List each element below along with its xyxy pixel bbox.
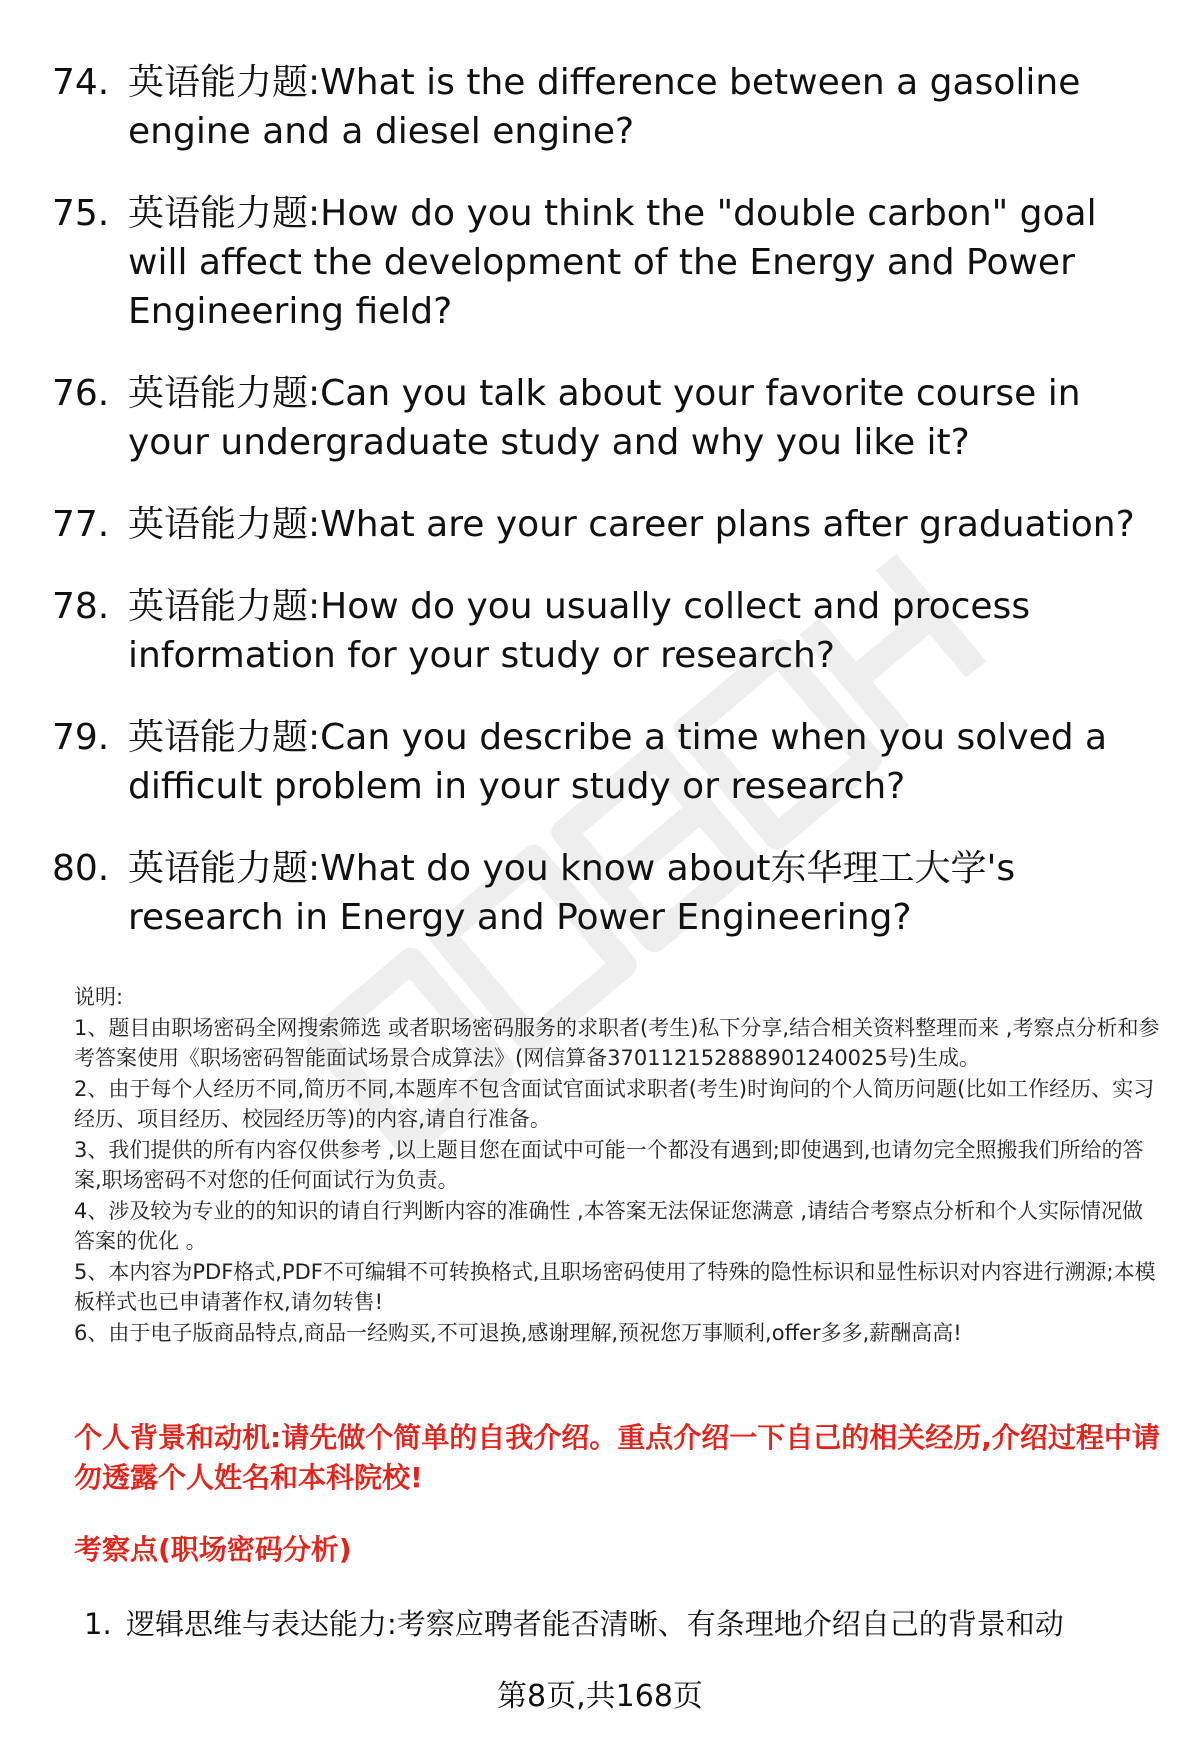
note-item-3: 3、我们提供的所有内容仅供参考 ,以上题目您在面试中可能一个都没有遇到;即使遇到,也请勿完全照搬我们所给的答案,职场密码不对您的任何面试行为负责。	[74, 1137, 1144, 1192]
analysis-point	[84, 1604, 1164, 1644]
question-list	[52, 58, 1162, 975]
page-footer: 第8页,共168页	[497, 1679, 703, 1714]
analysis-subheading: 考察点(职场密码分析)	[74, 1533, 352, 1566]
question-text: How do you usually collect and process information for your study or research?	[128, 586, 1031, 676]
note-item-4: 4、涉及较为专业的的知识的请自行判断内容的准确性 ,本答案无法保证您满意 ,请结合考察点分析和个人实际情况做答案的优化 。	[74, 1198, 1144, 1253]
point-number: 1.	[84, 1607, 112, 1641]
question-number: 74.	[52, 62, 110, 103]
question-item-77	[52, 500, 1162, 549]
note-item-1: 1、题目由职场密码全网搜索筛选 或者职场密码服务的求职者(考生)私下分享,结合相关资料整理而来 ,考察点分析和参考答案使用《职场密码智能面试场景合成算法》(网信算备370112152888901240025号)生成。	[74, 1015, 1160, 1070]
question-category: 英语能力题:	[128, 62, 321, 103]
point-text: 逻辑思维与表达能力:考察应聘者能否清晰、有条理地介绍自己的背景和动	[126, 1607, 1064, 1641]
question-category: 英语能力题:	[128, 717, 321, 758]
note-item-2: 2、由于每个人经历不同,简历不同,本题库不包含面试官面试求职者(考生)时询问的个人简历问题(比如工作经历、实习经历、项目经历、校园经历等)的内容,请自行准备。	[74, 1076, 1155, 1131]
question-text: What do you know about东华理工大学's research in Energy and Power Engineering?	[128, 848, 1016, 938]
question-item-75	[52, 189, 1162, 336]
question-category: 英语能力题:	[128, 373, 321, 414]
note-item-6: 6、由于电子版商品特点,商品一经购买,不可退换,感谢理解,预祝您万事顺利,offer多多,薪酬高高!	[74, 1320, 962, 1345]
section-heading: 个人背景和动机:请先做个简单的自我介绍。重点介绍一下自己的相关经历,介绍过程中请勿透露个人姓名和本科院校!	[74, 1421, 1160, 1494]
question-number: 75.	[52, 193, 110, 234]
question-item-79	[52, 713, 1162, 811]
question-item-76	[52, 369, 1162, 467]
question-category: 英语能力题:	[128, 848, 321, 889]
notes-section	[74, 982, 1160, 1348]
notes-title: 说明:	[74, 985, 124, 1009]
question-item-78	[52, 582, 1162, 680]
question-item-80	[52, 844, 1162, 942]
question-category: 英语能力题:	[128, 586, 321, 627]
question-text: Can you talk about your favorite course in your undergraduate study and why you like it?	[128, 373, 1081, 463]
question-text: What are your career plans after graduation?	[320, 504, 1135, 545]
question-number: 77.	[52, 504, 110, 545]
question-text: What is the difference between a gasoline engine and a diesel engine?	[128, 62, 1081, 152]
question-number: 80.	[52, 848, 110, 889]
note-item-5: 5、本内容为PDF格式,PDF不可编辑不可转换格式,且职场密码使用了特殊的隐性标识和显性标识对内容进行溯源;本模板样式也已申请著作权,请勿转售!	[74, 1259, 1156, 1314]
question-category: 英语能力题:	[128, 193, 321, 234]
question-text: Can you describe a time when you solved a difficult problem in your study or research?	[128, 717, 1108, 807]
question-number: 79.	[52, 717, 110, 758]
question-category: 英语能力题:	[128, 504, 321, 545]
question-text: How do you think the "double carbon" goal will affect the development of the Energy and Power Engineering field?	[128, 193, 1097, 332]
question-item-74	[52, 58, 1162, 156]
question-number: 78.	[52, 586, 110, 627]
question-number: 76.	[52, 373, 110, 414]
